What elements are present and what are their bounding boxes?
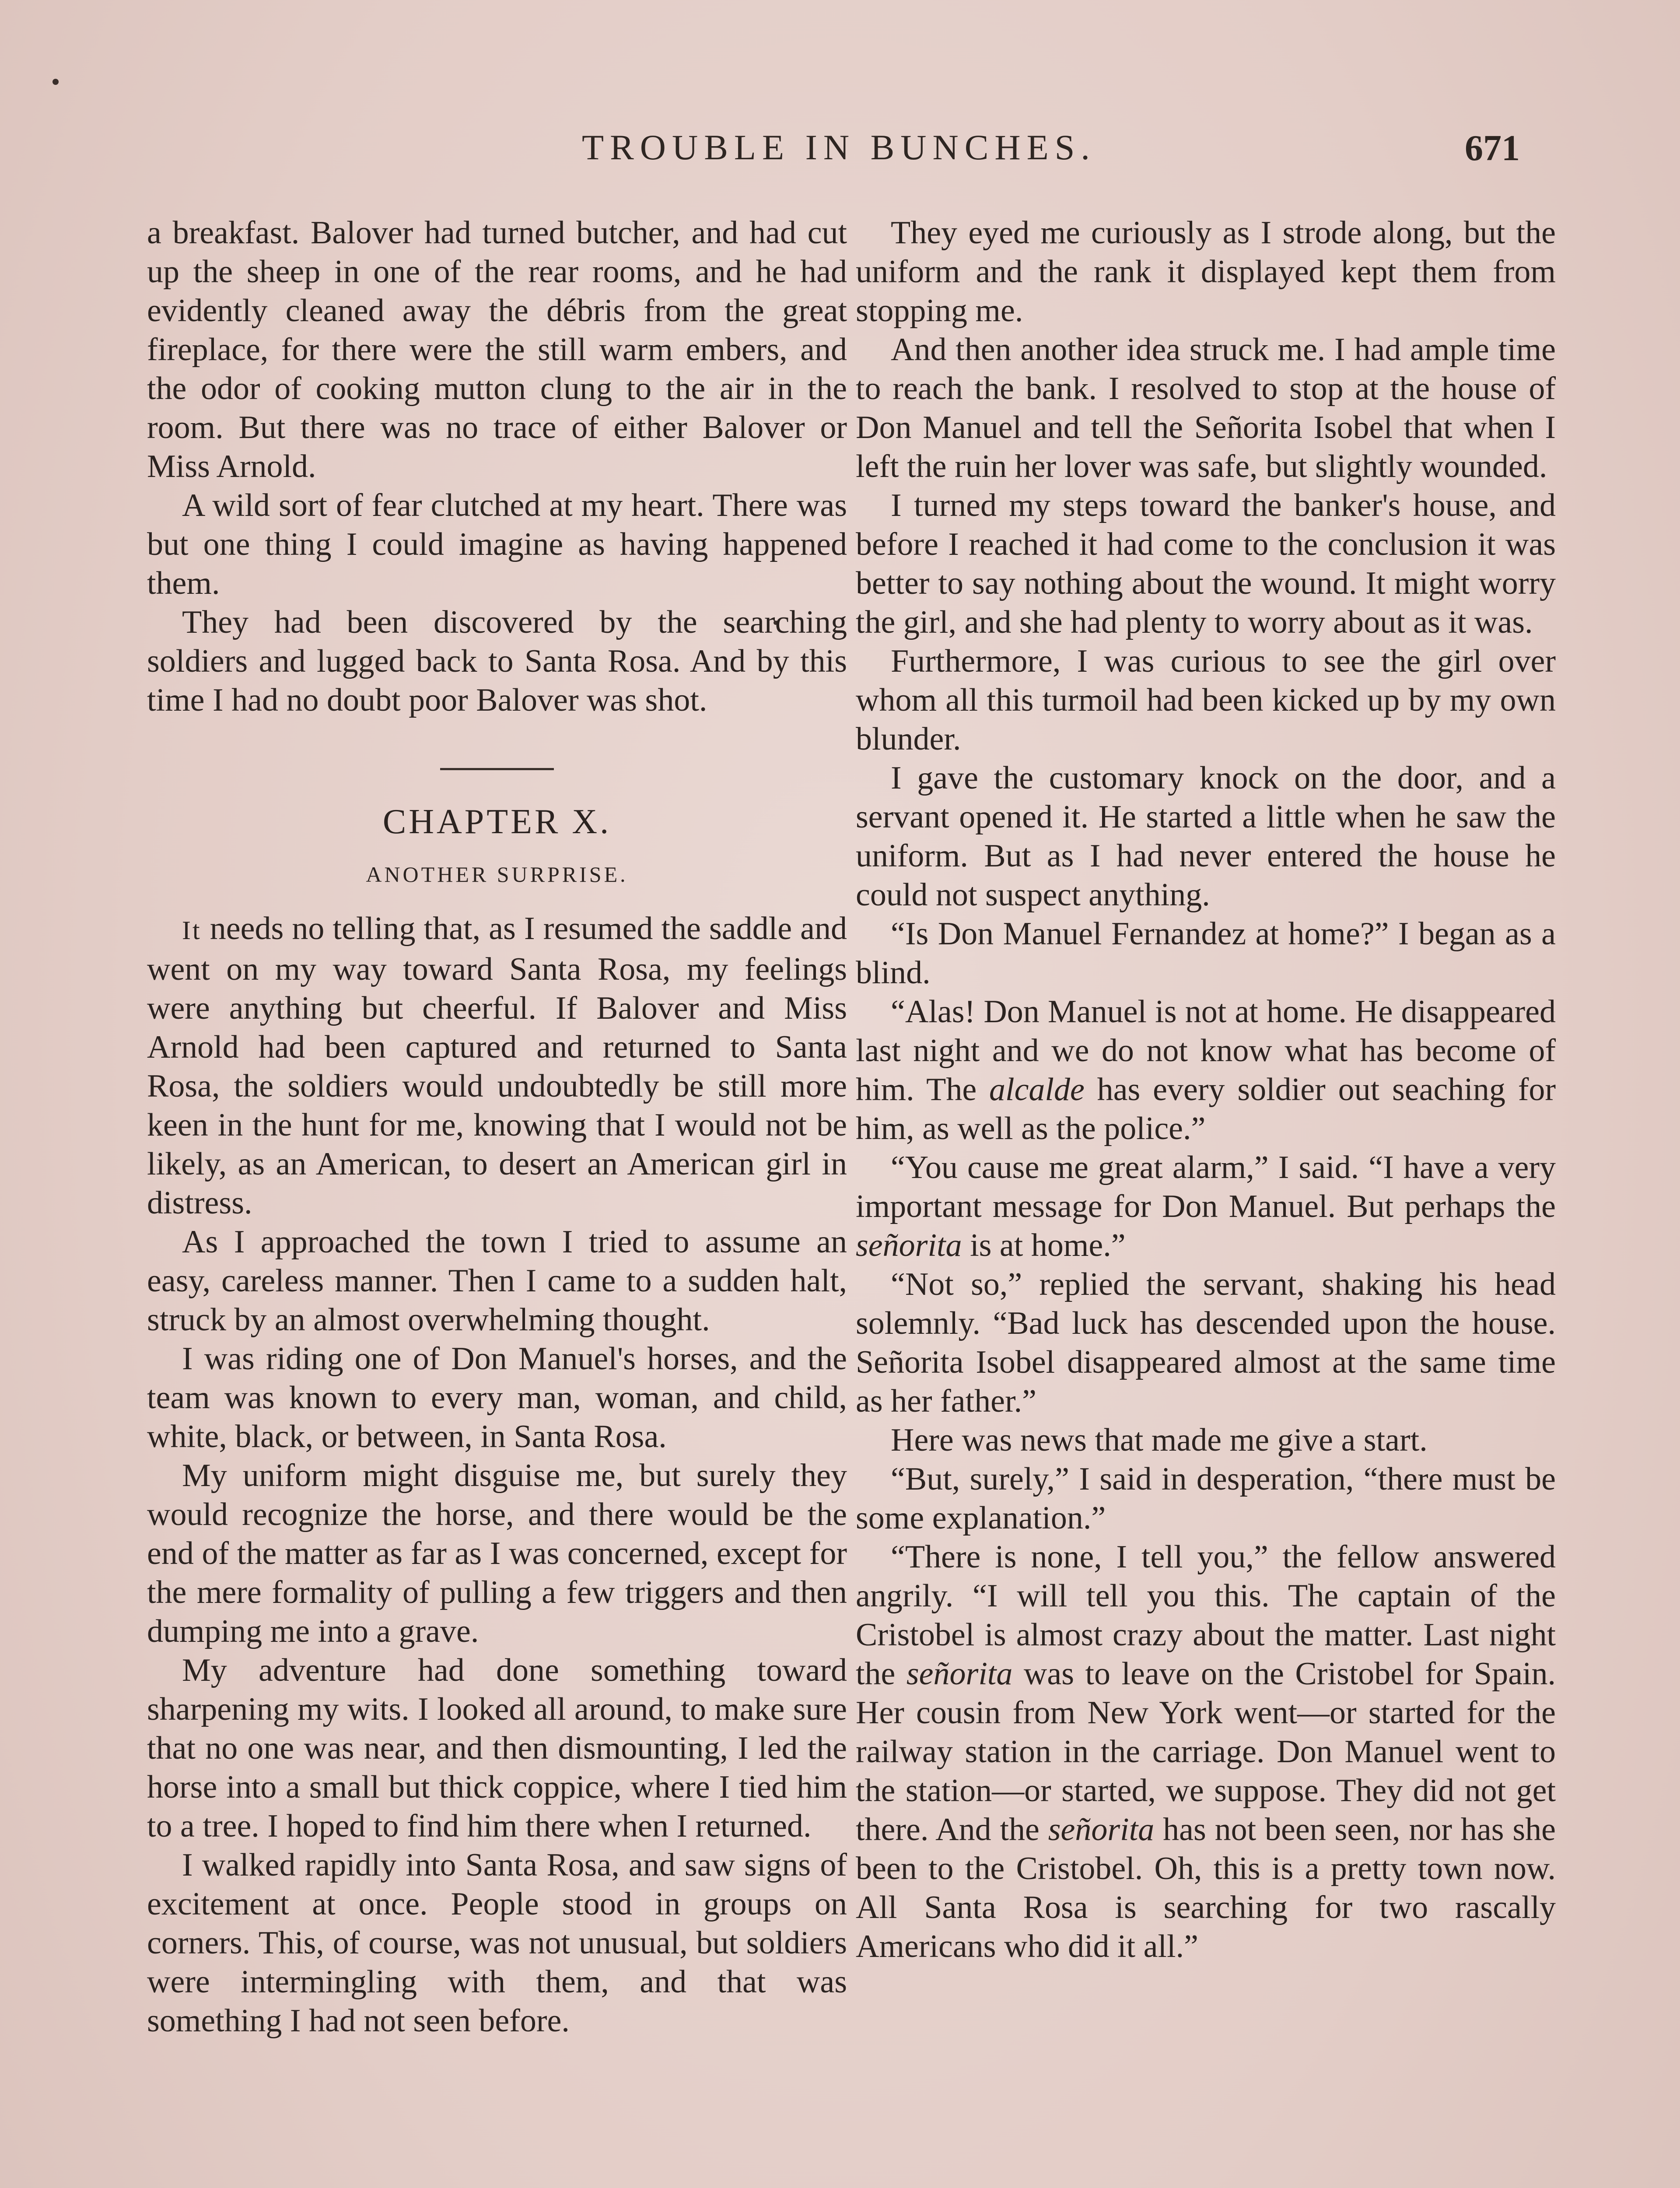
running-head [0,127,1680,179]
paragraph-text: has not been seen, nor has she been to the Cristobel. Oh, this is a pretty town now. All Santa Rosa is searching for two rascally Americans who did it all.” [856,1812,1556,1964]
chapter-subtitle: ANOTHER SURPRISE. [366,862,628,887]
paragraph: Here was news that made me give a start. [891,1422,1428,1458]
paragraph: My adventure had done something toward sharpening my wits. I looked all around, to make sure that no one was near, and then dismounting, I led the horse into a small but thick coppice, where I tied him to a tree. I hoped to find him there when I returned. [147,1652,847,1844]
paragraph: “Is Don Manuel Fernandez at home?” I began as a blind. [856,916,1556,991]
paragraph-text: “You cause me great alarm,” I said. “I have a very important message for Don Manuel. But perhaps the [856,1150,1556,1224]
paragraph-text: has every soldier out seaching for him, as well as the police.” [856,1072,1556,1147]
paragraph: A wild sort of fear clutched at my heart. There was but one thing I could imagine as having happened them. [147,487,847,601]
paragraph-text: “There is none, I tell you,” the fellow answered angrily. “I will tell you this. The captain of the Cristobel is almost crazy about the matter. Last night the [856,1539,1556,1692]
section-divider [440,768,554,770]
italic-word: señorita [1048,1812,1155,1848]
lead-word: It [182,916,202,945]
right-column [856,214,1556,1966]
paragraph: They eyed me curiously as I strode along, but the uniform and the rank it displayed kept them from stopping me. [856,215,1556,329]
running-title: TROUBLE IN BUNCHES. [582,127,1096,167]
paragraph: I gave the customary knock on the door, and a servant opened it. He started a little when he saw the uniform. But as I had never entered the house he could not suspect anything. [856,760,1556,913]
paper-speck [52,79,59,85]
paragraph: I turned my steps toward the banker's house, and before I reached it had come to the conclusion it was better to say nothing about the wound. It might worry the girl, and she had plenty to worry about as it was. [856,487,1556,640]
italic-word: señorita [856,1227,962,1263]
italic-word: alcalde [989,1072,1085,1108]
paragraph [856,992,1556,1148]
paragraph: I walked rapidly into Santa Rosa, and saw signs of excitement at once. People stood in groups on corners. This, of course, was not unusual, but soldiers were intermingling with them, and that was something I had not seen before. [147,1847,847,2039]
chapter-title: CHAPTER X. [382,803,612,841]
paragraph: I was riding one of Don Manuel's horses, and the team was known to every man, woman, and child, white, black, or between, in Santa Rosa. [147,1341,847,1455]
paragraph: a breakfast. Balover had turned butcher, and had cut up the sheep in one of the rear rooms, and he had evidently cleaned away the débris from the great fireplace, for there were the still warm embers, and the odor of cooking mutton clung to the air in the room. But there was no trace of either Balover or Miss Arnold. [147,215,847,484]
paragraph [856,1148,1556,1265]
paragraph-text: “Alas! Don Manuel is not at home. He disappeared last night and we do not know what has become of him. The [856,994,1556,1108]
paragraph: “Not so,” replied the servant, shaking his head solemnly. “Bad luck has descended upon the house. Señorita Isobel disappeared almost at the same time as her father.” [856,1266,1556,1419]
paragraph: “But, surely,” I said in desperation, “there must be some explanation.” [856,1461,1556,1536]
page-number: 671 [1465,128,1520,168]
paragraph [147,909,847,1223]
paragraph: They had been discovered by the searching soldiers and lugged back to Santa Rosa. And by this time I had no doubt poor Balover was shot. [147,604,847,718]
paragraph: And then another idea struck me. I had ample time to reach the bank. I resolved to stop at the house of Don Manuel and tell the Señorita Isobel that when I left the ruin her lover was safe, but slightly wounded. [856,332,1556,484]
paragraph [856,1538,1556,1966]
paragraph: Furthermore, I was curious to see the girl over whom all this turmoil had been kicked up by my own blunder. [856,643,1556,757]
paragraph-text: was to leave on the Cristobel for Spain. Her cousin from New York went—or started for the railway station in the carriage. Don Manuel went to the station—or started, we suppose. They did not get there. And the [856,1656,1556,1848]
paragraph-text: needs no telling that, as I resumed the saddle and went on my way toward Santa Rosa, my feelings were anything but cheerful. If Balover and Miss Arnold had been captured and returned to Santa Rosa, the soldiers would undoubtedly be still more keen in the hunt for me, knowing that I would not be likely, as an American, to desert an American girl in distress. [147,911,847,1221]
paragraph: My uniform might disguise me, but surely they would recognize the horse, and there would be the end of the matter as far as I was concerned, except for the mere formality of pulling a few triggers and then dumping me into a grave. [147,1458,847,1649]
left-column [147,214,847,2041]
italic-word: señorita [906,1656,1013,1692]
paragraph-text: is at home.” [962,1227,1126,1263]
paragraph: As I approached the town I tried to assume an easy, careless manner. Then I came to a sudden halt, struck by an almost overwhelming thought. [147,1224,847,1338]
